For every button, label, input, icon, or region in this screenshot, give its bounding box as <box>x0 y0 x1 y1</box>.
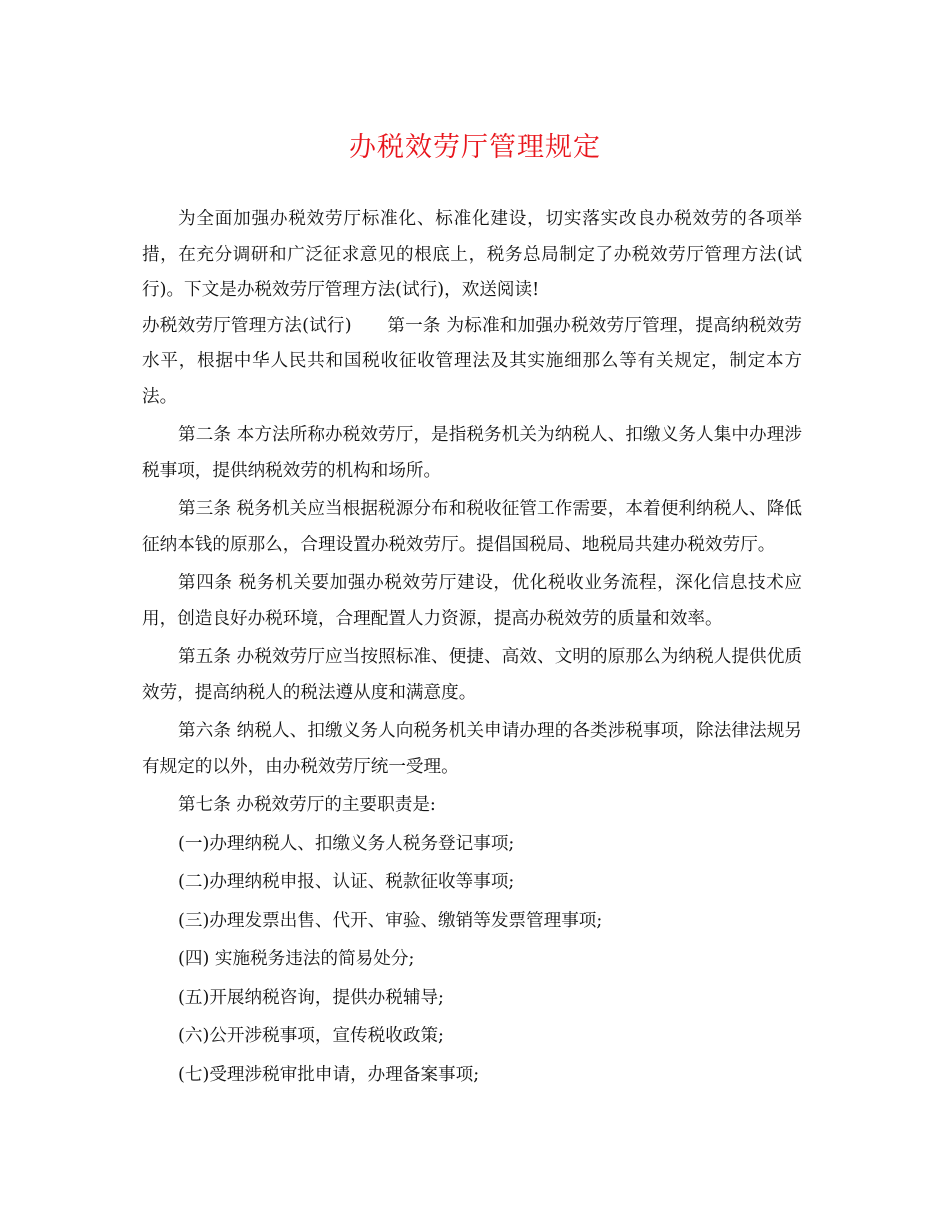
duty-list-item: (四) 实施税务违法的简易处分; <box>178 949 415 969</box>
article-6-paragraph: 第六条 纳税人、扣缴义务人向税务机关申请办理的各类涉税事项，除法律法规另有规定的以外，由办税效劳厅统一受理。 <box>142 721 802 777</box>
article-3-paragraph: 第三条 税务机关应当根据税源分布和税收征管工作需要，本着便利纳税人、降低征纳本钱的原那么，合理设置办税效劳厅。提倡国税局、地税局共建办税效劳厅。 <box>142 499 802 555</box>
intro-paragraph: 为全面加强办税效劳厅标准化、标准化建设，切实落实改良办税效劳的各项举措，在充分调研和广泛征求意见的根底上，税务总局制定了办税效劳厅管理方法(试行)。下文是办税效劳厅管理方法(试行)，欢送阅读! <box>142 209 802 300</box>
duty-list-item: (七)受理涉税审批申请，办理备案事项; <box>178 1064 480 1085</box>
duty-list-item: (二)办理纳税申报、认证、税款征收等事项; <box>178 872 515 892</box>
document-title: 办税效劳厅管理规定 <box>349 132 601 163</box>
article-2-paragraph: 第二条 本方法所称办税效劳厅，是指税务机关为纳税人、扣缴义务人集中办理涉税事项，提供纳税效劳的机构和场所。 <box>142 425 802 481</box>
duty-list-item: (三)办理发票出售、代开、审验、缴销等发票管理事项; <box>178 910 603 931</box>
duty-list-item: (六)公开涉税事项，宣传税收政策; <box>178 1026 444 1046</box>
document-body <box>142 202 802 1093</box>
article-4-paragraph: 第四条 税务机关要加强办税效劳厅建设，优化税收业务流程，深化信息技术应用，创造良好办税环境，合理配置人力资源，提高办税效劳的质量和效率。 <box>142 573 802 629</box>
article-1-paragraph: 办税效劳厅管理方法(试行) 第一条 为标准和加强办税效劳厅管理，提高纳税效劳水平，根据中华人民共和国税收征收管理法及其实施细那么等有关规定，制定本方法。 <box>142 315 802 407</box>
article-7-paragraph: 第七条 办税效劳厅的主要职责是: <box>178 795 436 815</box>
duty-list-item: (一)办理纳税人、扣缴义务人税务登记事项; <box>178 833 515 854</box>
article-5-paragraph: 第五条 办税效劳厅应当按照标准、便捷、高效、文明的原那么为纳税人提供优质效劳，提高纳税人的税法遵从度和满意度。 <box>142 647 802 703</box>
duty-list-item: (五)开展纳税咨询，提供办税辅导; <box>178 987 444 1008</box>
